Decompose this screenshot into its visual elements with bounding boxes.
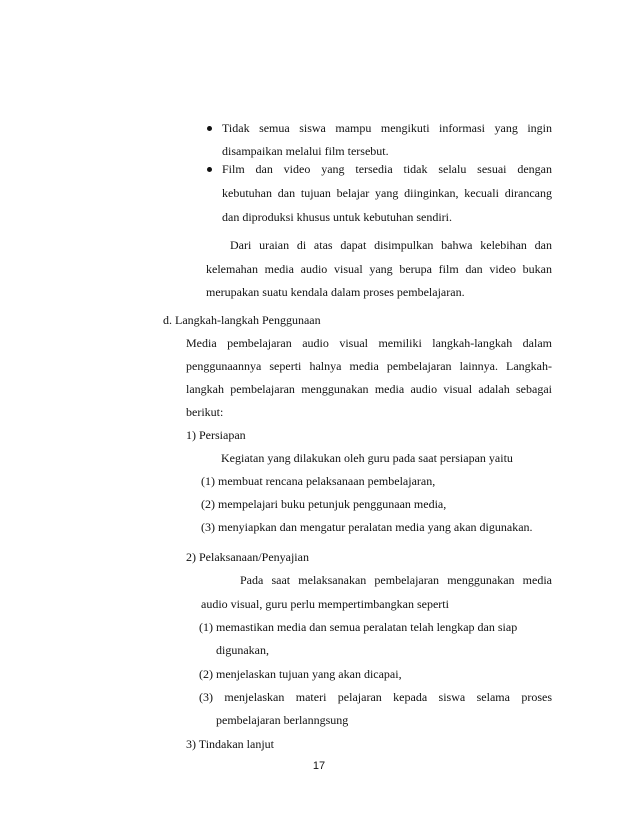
bullet-2-line-2: kebutuhan dan tujuan belajar yang diinginkan, kecuali dirancang <box>222 186 552 200</box>
section-d-heading: d. Langkah-langkah Penggunaan <box>163 313 321 327</box>
section-d-line-3: langkah pembelajaran menggunakan media audio visual adalah sebagai <box>186 382 552 396</box>
step-2-intro-1: Pada saat melaksanakan pembelajaran menggunakan media <box>240 573 552 587</box>
step-2-item-3b: pembelajaran berlanngsung <box>216 713 349 727</box>
step-1-item-1: (1) membuat rencana pelaksanaan pembelajaran, <box>201 474 436 488</box>
step-2-intro-2: audio visual, guru perlu mempertimbangkan seperti <box>201 597 449 611</box>
bullet-2-line-3: dan diproduksi khusus untuk kebutuhan sendiri. <box>222 210 452 224</box>
conclusion-line-1: Dari uraian di atas dapat disimpulkan bahwa kelebihan dan <box>230 238 552 252</box>
page-number: 17 <box>312 760 326 772</box>
bullet-1-line-2: disampaikan melalui film tersebut. <box>222 144 389 158</box>
step-1-item-3: (3) menyiapkan dan mengatur peralatan media yang akan digunakan. <box>201 520 533 534</box>
step-2-item-2: (2) menjelaskan tujuan yang akan dicapai, <box>199 667 402 681</box>
bullet-dot-1 <box>207 126 212 131</box>
step-2-title: 2) Pelaksanaan/Penyajian <box>186 550 309 564</box>
conclusion-line-3: merupakan suatu kendala dalam proses pembelajaran. <box>206 285 465 299</box>
step-1-item-2: (2) mempelajari buku petunjuk penggunaan media, <box>201 497 447 511</box>
step-1-intro: Kegiatan yang dilakukan oleh guru pada saat persiapan yaitu <box>221 451 513 465</box>
step-2-item-3a: (3) menjelaskan materi pelajaran kepada siswa selama proses <box>199 690 552 704</box>
step-2-item-1b: digunakan, <box>216 643 269 657</box>
section-d-line-1: Media pembelajaran audio visual memiliki langkah-langkah dalam <box>186 336 552 350</box>
bullet-1-line-1: Tidak semua siswa mampu mengikuti informasi yang ingin <box>222 121 552 135</box>
section-d-line-4: berikut: <box>186 405 224 419</box>
bullet-dot-2 <box>207 167 212 172</box>
step-3-title: 3) Tindakan lanjut <box>186 737 275 751</box>
conclusion-line-2: kelemahan media audio visual yang berupa film dan video bukan <box>206 262 552 276</box>
bullet-2-line-1: Film dan video yang tersedia tidak selalu sesuai dengan <box>222 162 552 176</box>
step-2-item-1a: (1) memastikan media dan semua peralatan telah lengkap dan siap <box>199 620 518 634</box>
section-d-line-2: penggunaannya seperti halnya media pembelajaran lainnya. Langkah- <box>186 359 552 373</box>
step-1-title: 1) Persiapan <box>186 428 246 442</box>
